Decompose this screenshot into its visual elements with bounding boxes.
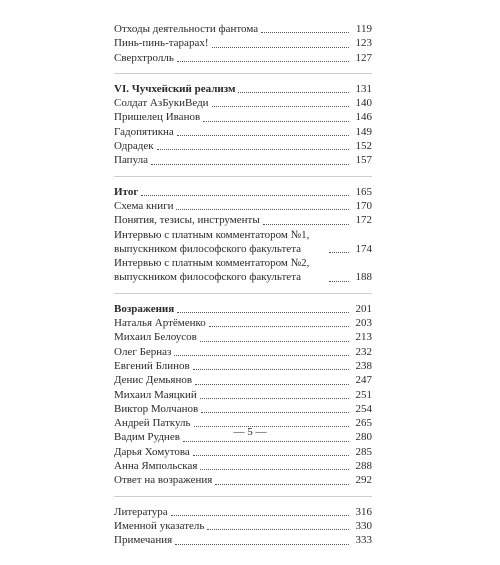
toc-entry-title: Интервью с платным комментатором №1, выпускником философского факультета [114, 228, 310, 255]
dot-leader [175, 544, 349, 545]
toc-entry-title: Денис Демьянов [114, 374, 193, 387]
toc-entry [114, 213, 372, 227]
toc-entry-title: Сверхтролль [114, 51, 174, 64]
dot-leader [201, 412, 349, 413]
section-divider [114, 293, 372, 294]
toc-entry [114, 316, 372, 330]
toc-entry-title: Примечания [114, 534, 173, 547]
dot-leader [238, 92, 349, 93]
toc-entry [114, 22, 372, 36]
toc-entry-page-number: 131 [355, 82, 372, 95]
toc-entry [114, 533, 372, 547]
toc-entry [114, 459, 372, 473]
toc-entry [114, 139, 372, 153]
dot-leader [329, 252, 349, 253]
toc-entry [114, 388, 372, 402]
toc-entry-title: Михаил Маяцкий [114, 388, 197, 401]
toc-entry-page-number: 203 [355, 317, 372, 330]
toc-entry [114, 36, 372, 50]
toc-entry-page-number: 123 [355, 37, 372, 50]
dot-leader [200, 341, 349, 342]
dot-leader [203, 121, 349, 122]
dot-leader [177, 312, 349, 313]
toc-entry [114, 373, 372, 387]
toc-entry-title: Пришелец Иванов [114, 111, 201, 124]
toc-entry [114, 228, 372, 257]
dot-leader [212, 106, 349, 107]
toc-entry-title: Схема книги [114, 199, 174, 212]
toc-entry-page-number: 285 [355, 445, 372, 458]
toc-entry-page-number: 238 [355, 359, 372, 372]
toc-entry-page-number: 247 [355, 374, 372, 387]
dot-leader [212, 47, 350, 48]
dot-leader [141, 195, 349, 196]
toc-entry-title: Наталья Артёменко [114, 317, 206, 330]
toc-entry-page-number: 333 [355, 534, 372, 547]
toc-section-heading [114, 185, 372, 199]
toc-entry-page-number: 146 [355, 111, 372, 124]
dot-leader [329, 281, 349, 282]
toc-entry-page-number: 251 [355, 388, 372, 401]
dot-leader [171, 515, 349, 516]
toc-entry-title: Виктор Молчанов [114, 402, 199, 415]
toc-entry [114, 345, 372, 359]
dot-leader [215, 484, 349, 485]
toc-entry-title: Интервью с платным комментатором №2, выпускником философского факультета [114, 257, 310, 284]
toc-entry-title: Олег Берназ [114, 345, 172, 358]
toc-entry-title: Евгений Блинов [114, 359, 190, 372]
toc-entry [114, 110, 372, 124]
toc-entry [114, 125, 372, 139]
toc-entry [114, 256, 372, 285]
toc-entry-title: Литература [114, 505, 168, 518]
toc-entry-page-number: 165 [355, 185, 372, 198]
dot-leader [209, 326, 349, 327]
dot-leader [183, 441, 349, 442]
toc-entry [114, 199, 372, 213]
toc-entry-page-number: 280 [355, 431, 372, 444]
dot-leader [263, 224, 349, 225]
toc-entry [114, 519, 372, 533]
toc-entry-page-number: 188 [355, 271, 372, 284]
dot-leader [193, 369, 349, 370]
toc-entry-title: Понятия, тезисы, инструменты [114, 214, 260, 227]
toc-entry-title: Вадим Руднев [114, 431, 180, 444]
toc-entry-page-number: 254 [355, 402, 372, 415]
toc-entry-page-number: 213 [355, 331, 372, 344]
toc-entry-title: Михаил Белоусов [114, 331, 197, 344]
toc-entry-title: VI. Чучхейский реализм [114, 82, 236, 95]
toc-entry-title: Дарья Хомутова [114, 445, 190, 458]
dot-leader [151, 164, 349, 165]
toc-entry [114, 330, 372, 344]
dot-leader [177, 135, 349, 136]
toc-section-heading [114, 302, 372, 316]
toc-entry-page-number: 157 [355, 154, 372, 167]
toc-entry-title: Ответ на возражения [114, 474, 213, 487]
toc-section [114, 82, 372, 168]
toc-entry-title: Папула [114, 154, 148, 167]
toc-section-heading [114, 82, 372, 96]
toc-entry-title: Одрадек [114, 140, 154, 153]
toc-entry-page-number: 119 [355, 23, 372, 35]
dot-leader [193, 455, 349, 456]
toc-section [114, 302, 372, 488]
dot-leader [177, 61, 349, 62]
toc-entry-page-number: 330 [355, 519, 372, 532]
dot-leader [207, 529, 349, 530]
toc-entry-page-number: 265 [355, 417, 372, 430]
toc-entry [114, 96, 372, 110]
dot-leader [200, 469, 349, 470]
toc-entry-page-number: 127 [355, 51, 372, 64]
toc-entry [114, 402, 372, 416]
page-number-footer: — 5 — [233, 426, 267, 438]
toc-entry-page-number: 152 [355, 140, 372, 153]
section-divider [114, 176, 372, 177]
section-divider [114, 73, 372, 74]
dot-leader [195, 384, 349, 385]
dot-leader [176, 209, 349, 210]
toc-section [114, 22, 372, 65]
toc-entry-title: Возражения [114, 302, 175, 315]
dot-leader [174, 355, 349, 356]
toc-entry-title: Отходы деятельности фантома [114, 23, 259, 35]
toc-entry-page-number: 288 [355, 460, 372, 473]
toc-entry-title: Анна Ямпольская [114, 460, 198, 473]
toc-entry-title: Гадопятикна [114, 125, 174, 138]
toc-entry [114, 359, 372, 373]
toc-entry [114, 505, 372, 519]
toc-entry [114, 445, 372, 459]
section-divider [114, 496, 372, 497]
toc-entry [114, 51, 372, 65]
toc-entry [114, 153, 372, 167]
toc-entry-title: Андрей Паткуль [114, 417, 191, 430]
dot-leader [261, 32, 349, 33]
toc-entry-page-number: 316 [355, 505, 372, 518]
dot-leader [200, 398, 349, 399]
toc-entry-page-number: 149 [355, 125, 372, 138]
toc-entry-title: Пинь-пинь-тарарах! [114, 37, 209, 50]
toc-entry-page-number: 172 [355, 214, 372, 227]
toc-section [114, 505, 372, 548]
toc-entry-page-number: 232 [355, 345, 372, 358]
toc-entry-page-number: 201 [355, 302, 372, 315]
toc-entry [114, 473, 372, 487]
toc-entry-title: Именной указатель [114, 519, 205, 532]
toc-entry-page-number: 170 [355, 199, 372, 212]
toc-entry-page-number: 140 [355, 97, 372, 110]
toc-entry-title: Итог [114, 185, 139, 198]
toc-entry-page-number: 292 [355, 474, 372, 487]
dot-leader [157, 149, 349, 150]
toc-entry-page-number: 174 [355, 242, 372, 255]
toc-entry-title: Солдат АзБукиВеди [114, 97, 209, 110]
toc-section [114, 185, 372, 285]
